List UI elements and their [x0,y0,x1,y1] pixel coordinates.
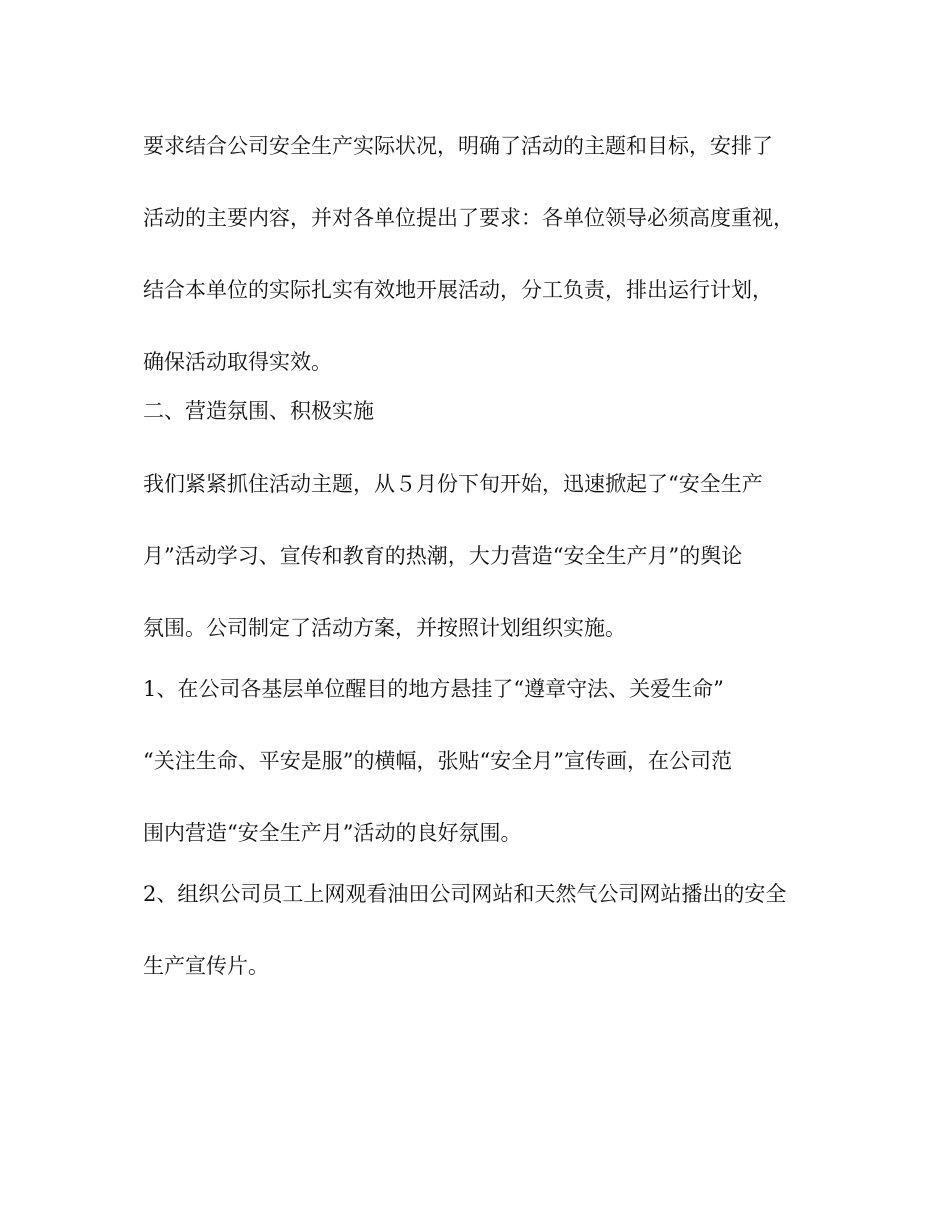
document-body [143,110,811,978]
paragraph-intro-continuation [143,110,811,374]
text-line: 确保活动取得实效。 [143,350,332,374]
text-line: 结合本单位的实际扎实有效地开展活动，分工负责，排出运行计划， [143,278,773,302]
text-line: 围内营造“安全生产月”活动的良好氛围。 [143,821,522,845]
text-line: 生产宣传片。 [143,954,269,978]
text-line: 月”活动学习、宣传和教育的热潮，大力营造“安全生产月”的舆论 [143,544,743,568]
paragraph-gap [143,845,811,858]
text-line: 我们紧紧抓住活动主题，从５月份下旬开始，迅速掀起了“安全生产 [143,472,763,496]
text-line: 2、组织公司员工上网观看油田公司网站和天然气公司网站播出的安全 [143,882,787,906]
list-item-2 [143,858,811,978]
list-item-1 [143,653,811,845]
text-line: 氛围。公司制定了活动方案，并按照计划组织实施。 [143,616,626,640]
paragraph-gap [143,640,811,653]
text-line: “关注生命、平安是服”的横幅，张贴“安全月”宣传画，在公司范 [143,749,732,773]
paragraph-gap [143,374,811,387]
text-line: 1、在公司各基层单位醒目的地方悬挂了“遵章守法、关爱生命” [143,677,724,701]
text-line: 要求结合公司安全生产实际状况，明确了活动的主题和目标，安排了 [143,134,773,158]
heading-text: 二、营造氛围、积极实施 [143,399,374,423]
paragraph-section-2-body [143,448,811,640]
text-line: 活动的主要内容，并对各单位提出了要求：各单位领导必须高度重视， [143,206,794,230]
section-heading [143,387,811,435]
paragraph-gap [143,435,811,448]
